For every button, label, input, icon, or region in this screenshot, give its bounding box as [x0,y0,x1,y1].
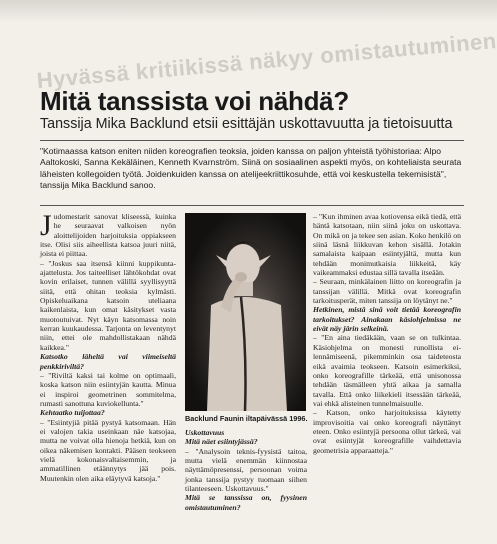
interview-question: Hetkinen, mistä sinä voit tietää koreografin tarkoitukset? Ainakaan käsiohjelmissa ne eivät näy järin selkeinä. [313,305,461,334]
faded-previous-headline: Hyvässä kritiikissä näkyy omistautuminen [35,27,497,94]
dancer-photo [185,213,306,411]
drop-cap: J [40,209,52,242]
column-paragraph: – "Esiintyjiä pitää pystyä katsomaan. Hän ei valojen takia useinkaan näe katsojaa, mutta ne voivat olla hienoja hetkiä, kun on oikea näkemisen kontakti. Pääsen teokseen vielä kokonaisvaltaisemmin, ja ammatillinen etäännytys jää pois. Muutenkin olen aika eläytyvä katsoja." [40,417,176,483]
photo-caption: Backlund Faunin iltapäivässä 1996. [185,414,308,423]
interview-question: Kehtaatko tuijottaa? [40,408,105,418]
page-edge-shadow [0,0,497,22]
text-column-2 [185,428,307,512]
column-paragraph: – Katson, onko harjoituksissa käytetty improvisoitia vai onko koreografi näyttänyt eteen. Onko esiintyjä persoona ollut tärkeä, vai ovat esiintyjät koreografille vaihdettavia geometrisia apparaatteja." [313,408,461,455]
text-column-3 [313,212,461,455]
column-paragraph: – "Riviltä kaksi tai kolme on optimaali, koska katson niin esiintyjän kautta. Minua ei inspiroi geometrinen sommitelma, rumasti sanottuna kuviokellunta." [40,370,176,408]
article-title: Mitä tanssista voi nähdä? [40,86,349,116]
column-paragraph: – "Kun ihminen avaa kotiovensa eikä tiedä, että häntä katsotaan, niin siinä joku on uskottava. On mikä on ja tekee sen asian. Koko henkilö on siinä läsnä liikkuvan kehon sisällä. Jotakin samalaista kaipaan esiintyjältä, mutta kun tehdään monimutkaisia liikkeitä, käy vaikeammaksi edustaa sillä tavalla itseään. [313,212,461,278]
article-subtitle: Tanssija Mika Backlund etsii esittäjän uskottavuutta ja tietoisuutta [40,116,453,132]
column-paragraph: – "Joskus saa itsensä kiinni kuppikunta-ajattelusta. Jos taiteelliset lähtökohdat ovat kovin erilaiset, tunnen välillä syyllisyyttä siitä, että ohitan teoksia kylmästi. Opiskeluaikana katsoin uteliaana kaikenlaista, kun omat käsitykset vasta muotoutuivat. Nyt käyn katsomassa noin kerran kuukaudessa. Tarjonta on leventynyt niin, ettei ole mahdollistakaan nähdä kaikkea." [40,258,176,352]
interview-question: Mitä se tanssissa on, fyysinen omistautuminen? [185,493,307,512]
interview-question: Uskottavuus [185,428,225,437]
divider-bottom [40,205,464,206]
column-paragraph: – "Analysoin teknis-fyysistä taitoa, mutta vielä enemmän kiinnostaa näyttämöpresenssi, persoonan voima jonka tanssija pystyy tuomaan siihen tilanteeseen. Uskottavuus." [185,446,307,494]
column-paragraph: – Seuraan, minkälainen liitto on koreografin ja tanssijan välillä. Mitkä ovat koreografin tarkoitusperät, miten tanssija on löytänyt ne." [313,277,461,306]
text-column-1 [40,209,176,483]
dancer-figure-illustration [185,213,306,411]
interview-question: Katsotko läheltä vai viimeiseltä penkkiriviltä? [40,352,176,371]
column-paragraph: – "En aina tiedäkään, vaan se on tulkintaa. Käsiohjelma on monesti runollista ei-lennämiseenä, pikemminkin osa taideteosta eikä avaimia teokseen. Katsoin esimerkiksi, onko koreografille tärkeää, että unisonossa tehdään täsmälleen yhtä aikaa ja samalla tavalla. Että onko liikekieli itsessään tärkeää, vai ehkä alisteinen tunnelmaisuulle. [313,333,461,408]
interview-question: Mitä näet esiintyjässä? [185,437,258,447]
column-paragraph: udomestarit sanovat kliseessä, kuinka he seuraavat valkoisen nyön aloittelijoiden harjoituksia oppiakseen itse. Olisi siis aiheellista katsoa juuri niitä, joista ei piittaa. [40,212,176,259]
divider-top [40,140,464,141]
article-ingress: "Kotimaassa katson eniten niiden koreografien teoksia, joiden kanssa on paljon yhteistä työhistoriaa: Alpo Aaltokoski, Sanna Kekäläinen, Kenneth Kvarnström. Siinä on sosiaalinen aspekti myös, on kohteliaista seurata läheisten kollegoiden työtä. Joidenkuiden kanssa on atelijeekriittikosuhde, että voi keskustella tekemisistä", tanssija Mika Backlund sanoo. [40,146,462,191]
